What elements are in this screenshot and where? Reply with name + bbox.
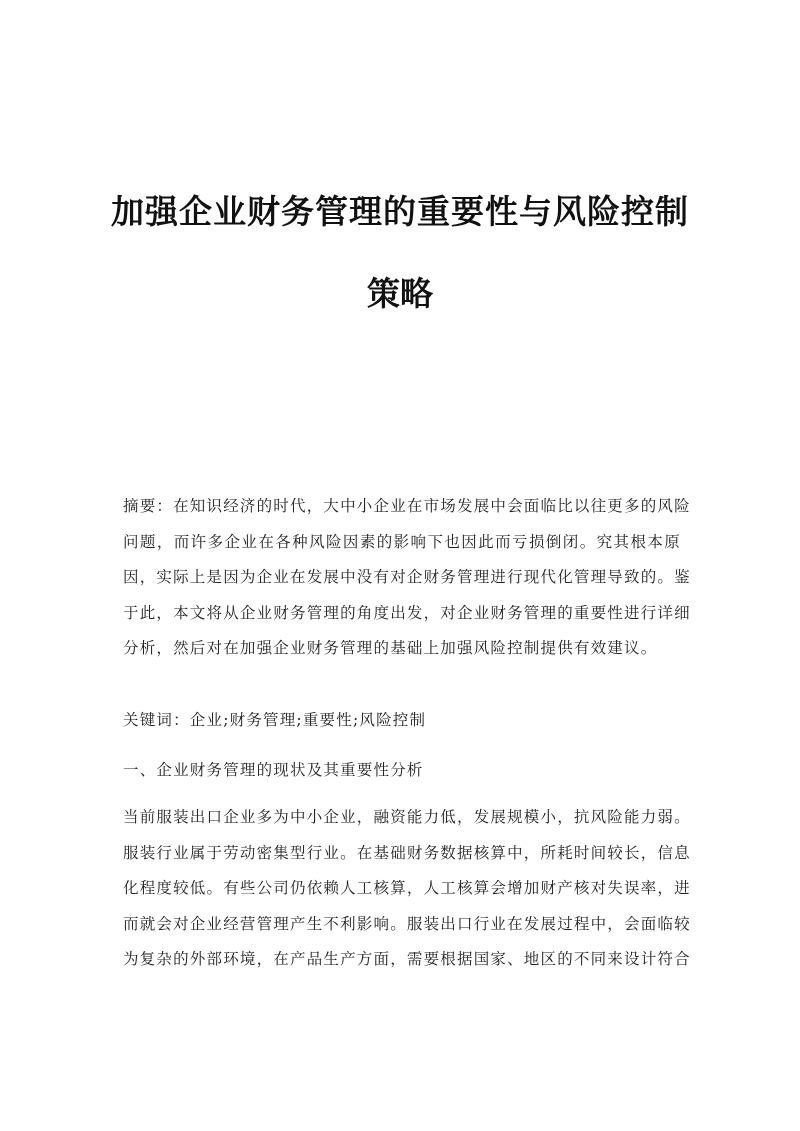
document-title-line-1: 加强企业财务管理的重要性与风险控制 — [111, 192, 689, 231]
paragraph-line: 服装行业属于劳动密集型行业。在基础财务数据核算中，所耗时间较长，信息 — [123, 843, 691, 862]
abstract-line: 问题，而许多企业在各种风险因素的影响下也因此而亏损倒闭。究其根本原 — [123, 532, 681, 551]
abstract-line: 摘要：在知识经济的时代，大中小企业在市场发展中会面临比以往更多的风险 — [123, 497, 691, 515]
section-heading: 一、企业财务管理的现状及其重要性分析 — [123, 761, 424, 779]
paragraph-line: 为复杂的外部环境，在产品生产方面，需要根据国家、地区的不同来设计符合 — [123, 950, 691, 969]
paragraph-line: 化程度较低。有些公司仍依赖人工核算，人工核算会增加财产核对失误率，进 — [123, 879, 691, 898]
paragraph-line: 当前服装出口企业多为中小企业，融资能力低，发展规模小，抗风险能力弱。 — [123, 808, 691, 826]
abstract-paragraph — [123, 489, 691, 667]
section-paragraph — [123, 800, 691, 978]
abstract-line: 于此，本文将从企业财务管理的角度出发，对企业财务管理的重要性进行详细 — [123, 603, 691, 622]
abstract-line: 分析，然后对在加强企业财务管理的基础上加强风险控制提供有效建议。 — [123, 639, 658, 658]
document-title-line-2: 策略 — [367, 274, 433, 313]
keywords-line: 关键词：企业;财务管理;重要性;风险控制 — [123, 711, 427, 729]
abstract-line: 因，实际上是因为企业在发展中没有对企财务管理进行现代化管理导致的。鉴 — [123, 568, 691, 587]
paragraph-line: 而就会对企业经营管理产生不利影响。服装出口行业在发展过程中，会面临较 — [123, 914, 691, 933]
